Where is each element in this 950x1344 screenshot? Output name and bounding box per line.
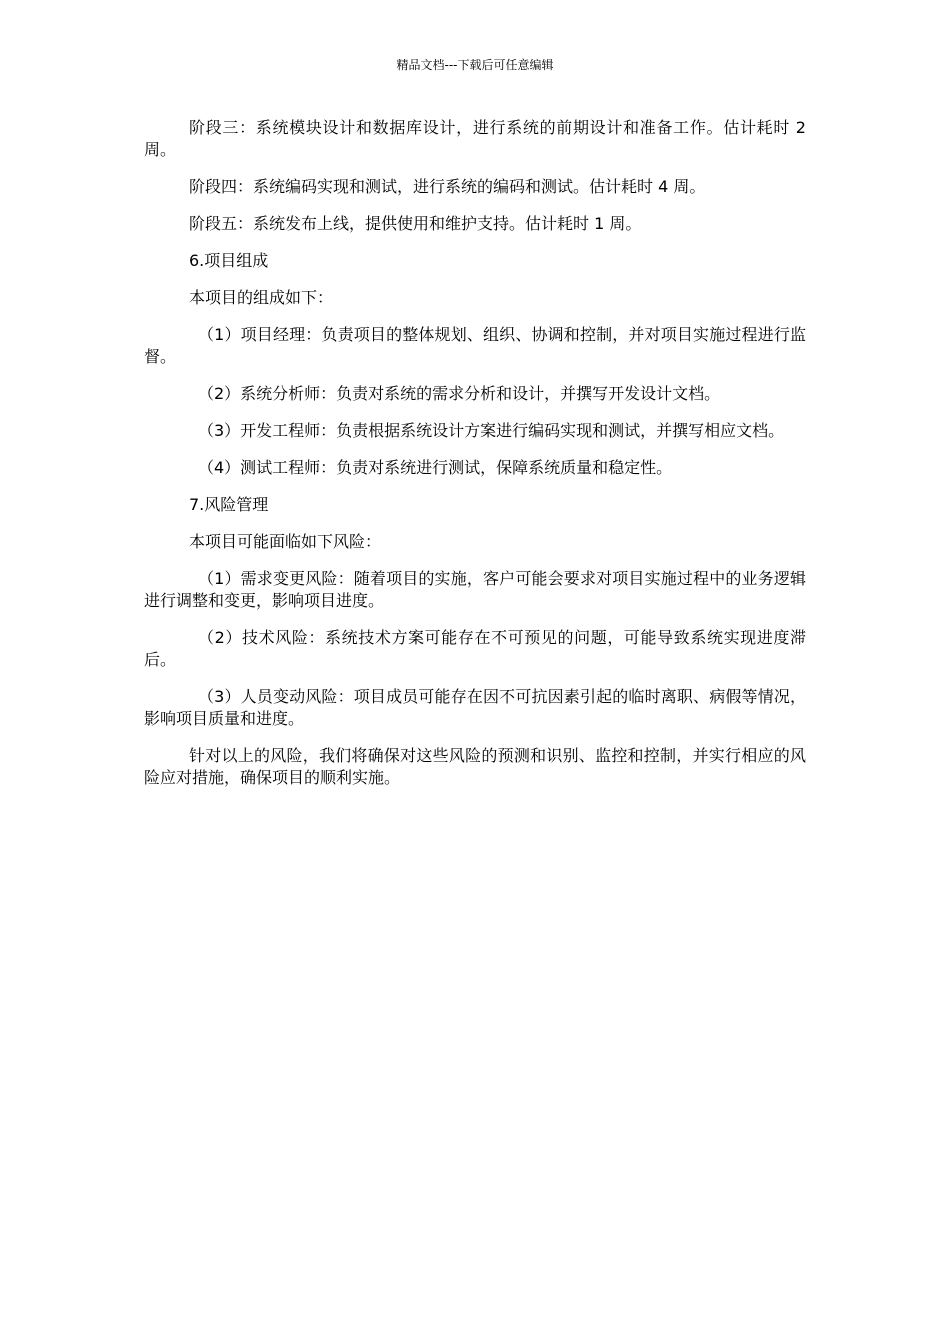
list-item-requirement-risk: （1）需求变更风险：随着项目的实施，客户可能会要求对项目实施过程中的业务逻辑进行调整和变更，影响项目进度。 (144, 569, 806, 610)
paragraph-risk-response: 针对以上的风险，我们将确保对这些风险的预测和识别、监控和控制，并实行相应的风险应对措施，确保项目的顺利实施。 (144, 746, 806, 787)
paragraph-risk-intro: 本项目可能面临如下风险： (189, 532, 382, 551)
section-heading-risk-management: 7.风险管理 (189, 495, 269, 514)
list-item-technical-risk: （2）技术风险：系统技术方案可能存在不可预见的问题，可能导致系统实现进度滞后。 (144, 628, 806, 669)
list-item-developer: （3）开发工程师：负责根据系统设计方案进行编码实现和测试，并撰写相应文档。 (198, 421, 785, 440)
paragraph-team-intro: 本项目的组成如下： (189, 288, 334, 307)
document-body (144, 117, 806, 804)
paragraph-stage-five: 阶段五：系统发布上线，提供使用和维护支持。估计耗时 1 周。 (189, 214, 642, 233)
list-item-personnel-risk: （3）人员变动风险：项目成员可能存在因不可抗因素引起的临时离职、病假等情况，影响项目质量和进度。 (144, 687, 806, 728)
list-item-project-manager: （1）项目经理：负责项目的整体规划、组织、协调和控制，并对项目实施过程进行监督。 (144, 325, 806, 366)
section-heading-project-team: 6.项目组成 (189, 251, 269, 270)
paragraph-stage-four: 阶段四：系统编码实现和测试，进行系统的编码和测试。估计耗时 4 周。 (189, 177, 706, 196)
list-item-system-analyst: （2）系统分析师：负责对系统的需求分析和设计，并撰写开发设计文档。 (198, 384, 721, 403)
page-header: 精品文档---下载后可任意编辑 (396, 58, 554, 72)
paragraph-stage-three: 阶段三：系统模块设计和数据库设计，进行系统的前期设计和准备工作。估计耗时 2 周。 (144, 118, 806, 159)
list-item-tester: （4）测试工程师：负责对系统进行测试，保障系统质量和稳定性。 (198, 458, 673, 477)
